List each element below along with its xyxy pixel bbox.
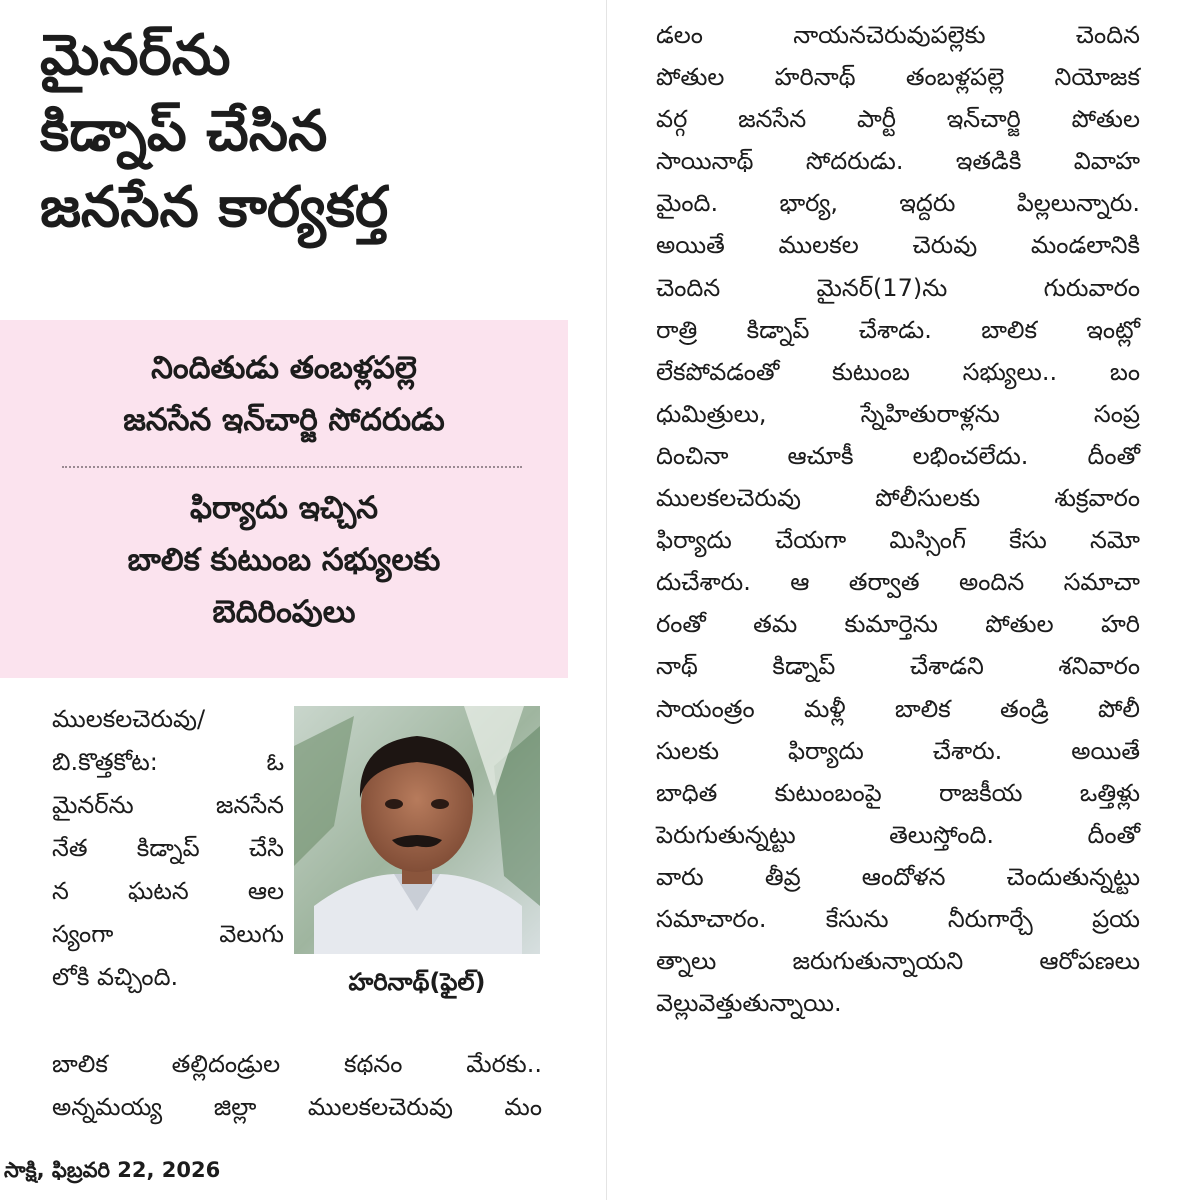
article-line: ములకలచెరువు పోలీసులకు శుక్రవారం	[656, 484, 1140, 513]
article-line: వెల్లువెత్తుతున్నాయి.	[656, 989, 842, 1018]
article-line: రంతో తమ కుమార్తెను పోతుల హరి	[656, 610, 1140, 639]
article-line: త్నాలు జరుగుతున్నాయని ఆరోపణలు	[656, 947, 1140, 976]
article-line: బాలిక తల్లిదండ్రుల కథనం మేరకు..	[52, 1050, 542, 1078]
subheading-threats	[0, 482, 568, 638]
article-body-column	[656, 14, 1140, 1024]
article-line: రాత్రి కిడ్నాప్ చేశాడు. బాలిక ఇంట్లో	[656, 315, 1140, 344]
article-line: లోకి వచ్చింది.	[52, 963, 179, 991]
photo-caption: హరినాథ్(ఫైల్)	[348, 968, 486, 996]
article-lead-narrow	[52, 698, 284, 999]
article-line: వర్గ జనసేన పార్టీ ఇన్‌చార్జి పోతుల	[656, 105, 1140, 134]
article-line: ధుమిత్రులు, స్నేహితురాళ్లను సంప్ర	[656, 399, 1140, 428]
subheading-line: ఫిర్యాదు ఇచ్చిన	[190, 490, 378, 526]
article-line: నేత కిడ్నాప్ చేసి	[52, 834, 284, 862]
portrait-image	[294, 706, 540, 954]
subheading-line: బాలిక కుటుంబ సభ్యులకు	[127, 542, 441, 578]
article-line: సులకు ఫిర్యాదు చేశారు. అయితే	[656, 736, 1140, 765]
article-line: దుచేశారు. ఆ తర్వాత అందిన సమాచా	[656, 568, 1140, 597]
article-line: దించినా ఆచూకీ లభించలేదు. దీంతో	[656, 441, 1140, 470]
headline	[40, 18, 580, 246]
subheading-divider	[62, 466, 522, 468]
subheading-line: నిందితుడు తంబళ్లపల్లె	[151, 350, 417, 386]
article-line: అన్నమయ్య జిల్లా ములకలచెరువు మం	[52, 1093, 542, 1121]
article-line: న ఘటన ఆల	[52, 877, 284, 905]
article-line: చెందిన మైనర్(17)ను గురువారం	[656, 273, 1140, 302]
article-line: స్యంగా వెలుగు	[52, 920, 284, 948]
accused-photo	[294, 706, 540, 954]
article-line: లేకపోవడంతో కుటుంబ సభ్యులు.. బం	[656, 357, 1140, 386]
column-divider	[606, 0, 607, 1200]
headline-line: మైనర్‌ను	[40, 23, 231, 88]
article-line: నాథ్ కిడ్నాప్ చేశాడని శనివారం	[656, 652, 1140, 681]
subheading-accused	[0, 342, 568, 446]
article-line: మైనర్‌ను జనసేన	[52, 791, 284, 819]
subheading-line: జనసేన ఇన్‌చార్జి సోదరుడు	[123, 402, 445, 438]
subheading-box	[0, 320, 568, 678]
subheading-line: బెదిరింపులు	[212, 594, 356, 630]
article-lead-wide	[52, 1043, 542, 1129]
headline-line: కిడ్నాప్ చేసిన	[40, 99, 328, 164]
article-line: ములకలచెరువు/	[52, 705, 206, 733]
article-line: బి.కొత్తకోట: ఓ	[52, 748, 284, 776]
article-line: ఫిర్యాదు చేయగా మిస్సింగ్ కేసు నమో	[656, 526, 1140, 555]
article-line: మైంది. భార్య, ఇద్దరు పిల్లలున్నారు.	[656, 189, 1140, 218]
article-line: డలం నాయనచెరువుపల్లెకు చెందిన	[656, 21, 1140, 49]
article-line: సాయినాథ్ సోదరుడు. ఇతడికి వివాహ	[656, 147, 1140, 176]
headline-line: జనసేన కార్యకర్త	[40, 175, 389, 240]
article-line: సమాచారం. కేసును నీరుగార్చే ప్రయ	[656, 904, 1140, 933]
article-line: వారు తీవ్ర ఆందోళన చెందుతున్నట్టు	[656, 862, 1140, 891]
article-line: పోతుల హరినాథ్ తంబళ్లపల్లె నియోజక	[656, 63, 1140, 92]
article-line: పెరుగుతున్నట్టు తెలుస్తోంది. దీంతో	[656, 820, 1140, 849]
article-line: సాయంత్రం మళ్లీ బాలిక తండ్రి పోలీ	[656, 694, 1140, 723]
dateline: సాక్షి, ఫిబ్రవరి 22, 2026	[4, 1158, 221, 1182]
article-line: అయితే ములకల చెరువు మండలానికి	[656, 231, 1140, 260]
article-line: బాధిత కుటుంబంపై రాజకీయ ఒత్తిళ్లు	[656, 778, 1140, 807]
